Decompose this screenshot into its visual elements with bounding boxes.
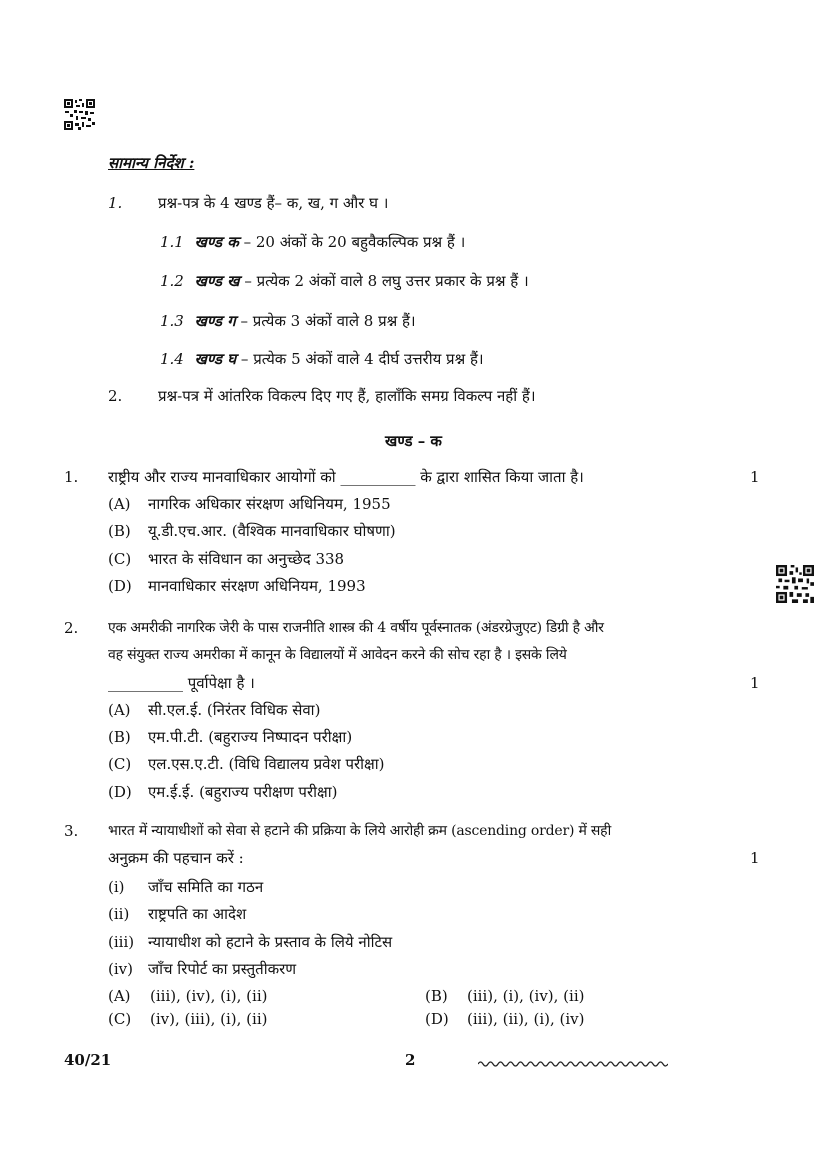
sub-instruction	[160, 349, 484, 369]
statement-label: (iii)	[108, 933, 135, 951]
question-text: अनुक्रम की पहचान करें :	[108, 849, 244, 867]
page-number: 2	[405, 1051, 416, 1069]
option-label: (A)	[108, 701, 131, 719]
sub-instruction	[160, 311, 416, 331]
option-text: सी.एल.ई. (निरंतर विधिक सेवा)	[148, 701, 321, 719]
sub-instruction-text: – प्रत्येक 3 अंकों वाले 8 प्रश्न हैं।	[235, 312, 416, 330]
question-marks: 1	[750, 849, 760, 867]
instruction-text: प्रश्न-पत्र में आंतरिक विकल्प दिए गए हैं, हालाँकि समग्र विकल्प नहीं हैं।	[158, 387, 536, 405]
section-label: खण्ड क	[194, 233, 239, 251]
option-label: (D)	[108, 577, 132, 595]
option-label: (B)	[108, 728, 131, 746]
question-text: राष्ट्रीय और राज्य मानवाधिकार आयोगों को __________ के द्वारा शासित किया जाता है।	[108, 468, 584, 486]
statement-label: (ii)	[108, 905, 130, 923]
option-text: एल.एस.ए.टी. (विधि विद्यालय प्रवेश परीक्षा)	[148, 755, 385, 773]
option-label: (D)	[108, 783, 132, 801]
instruction-number: 1.	[108, 194, 123, 212]
qr-code-side-icon	[776, 565, 814, 603]
option-text: (iv), (iii), (i), (ii)	[150, 1010, 268, 1028]
option-text: (iii), (ii), (i), (iv)	[467, 1010, 585, 1028]
statement-text: न्यायाधीश को हटाने के प्रस्ताव के लिये नोटिस	[148, 933, 393, 951]
option-label: (B)	[425, 987, 448, 1005]
option-label: (C)	[108, 550, 132, 568]
section-title: खण्ड – क	[385, 432, 442, 450]
option-text: (iii), (iv), (i), (ii)	[150, 987, 268, 1005]
sub-instruction-text: – प्रत्येक 5 अंकों वाले 4 दीर्घ उत्तरीय प्रश्न हैं।	[236, 350, 484, 368]
question-text: भारत में न्यायाधीशों को सेवा से हटाने की प्रक्रिया के लिये आरोही क्रम (ascending order) में सही	[108, 823, 612, 839]
statement-text: राष्ट्रपति का आदेश	[148, 905, 247, 923]
option-text: मानवाधिकार संरक्षण अधिनियम, 1993	[148, 577, 366, 595]
statement-text: जाँच रिपोर्ट का प्रस्तुतीकरण	[148, 960, 297, 978]
sub-instruction-number: 1.1	[160, 233, 184, 251]
option-label: (C)	[108, 1010, 132, 1028]
option-text: नागरिक अधिकार संरक्षण अधिनियम, 1955	[148, 495, 391, 513]
sub-instruction-text: – 20 अंकों के 20 बहुवैकल्पिक प्रश्न हैं ।	[238, 233, 466, 251]
statement-label: (i)	[108, 878, 125, 896]
option-text: यू.डी.एच.आर. (वैश्विक मानवाधिकार घोषणा)	[148, 522, 396, 540]
sub-instruction-number: 1.2	[160, 272, 184, 290]
sub-instruction-number: 1.3	[160, 312, 184, 330]
statement-text: जाँच समिति का गठन	[148, 878, 264, 896]
sub-instruction	[160, 271, 529, 291]
option-text: एम.ई.ई. (बहुराज्य परीक्षण परीक्षा)	[148, 783, 338, 801]
option-label: (A)	[108, 495, 131, 513]
instruction-text: प्रश्न-पत्र के 4 खण्ड हैं– क, ख, ग और घ ।	[158, 194, 389, 212]
question-number: 1.	[64, 468, 79, 486]
option-text: (iii), (i), (iv), (ii)	[467, 987, 585, 1005]
section-label: खण्ड ख	[194, 272, 240, 290]
option-text: भारत के संविधान का अनुच्छेद 338	[148, 550, 345, 568]
question-number: 3.	[64, 822, 79, 840]
option-label: (B)	[108, 522, 131, 540]
instructions-heading: सामान्य निर्देश :	[108, 154, 195, 172]
qr-code-top-left-icon	[64, 99, 95, 130]
instruction-number: 2.	[108, 387, 123, 405]
option-label: (C)	[108, 755, 132, 773]
question-number: 2.	[64, 619, 79, 637]
sub-instruction-text: – प्रत्येक 2 अंकों वाले 8 लघु उत्तर प्रकार के प्रश्न हैं ।	[239, 272, 529, 290]
option-label: (A)	[108, 987, 131, 1005]
question-marks: 1	[750, 674, 760, 692]
question-marks: 1	[750, 468, 760, 486]
question-text: वह संयुक्त राज्य अमरीका में कानून के विद्यालयों में आवेदन करने की सोच रहा है । इसके लिये	[108, 647, 567, 663]
question-text: एक अमरीकी नागरिक जेरी के पास राजनीति शास्त्र की 4 वर्षीय पूर्वस्नातक (अंडरग्रेजुएट) डिग्री है और	[108, 620, 604, 636]
option-label: (D)	[425, 1010, 449, 1028]
wavy-line-decoration	[478, 1054, 668, 1073]
option-text: एम.पी.टी. (बहुराज्य निष्पादन परीक्षा)	[148, 728, 353, 746]
section-label: खण्ड घ	[194, 350, 237, 368]
question-text: __________ पूर्वापेक्षा है ।	[108, 674, 255, 692]
section-label: खण्ड ग	[194, 312, 236, 330]
paper-code: 40/21	[64, 1051, 112, 1069]
sub-instruction-number: 1.4	[160, 350, 184, 368]
sub-instruction	[160, 232, 465, 252]
statement-label: (iv)	[108, 960, 133, 978]
